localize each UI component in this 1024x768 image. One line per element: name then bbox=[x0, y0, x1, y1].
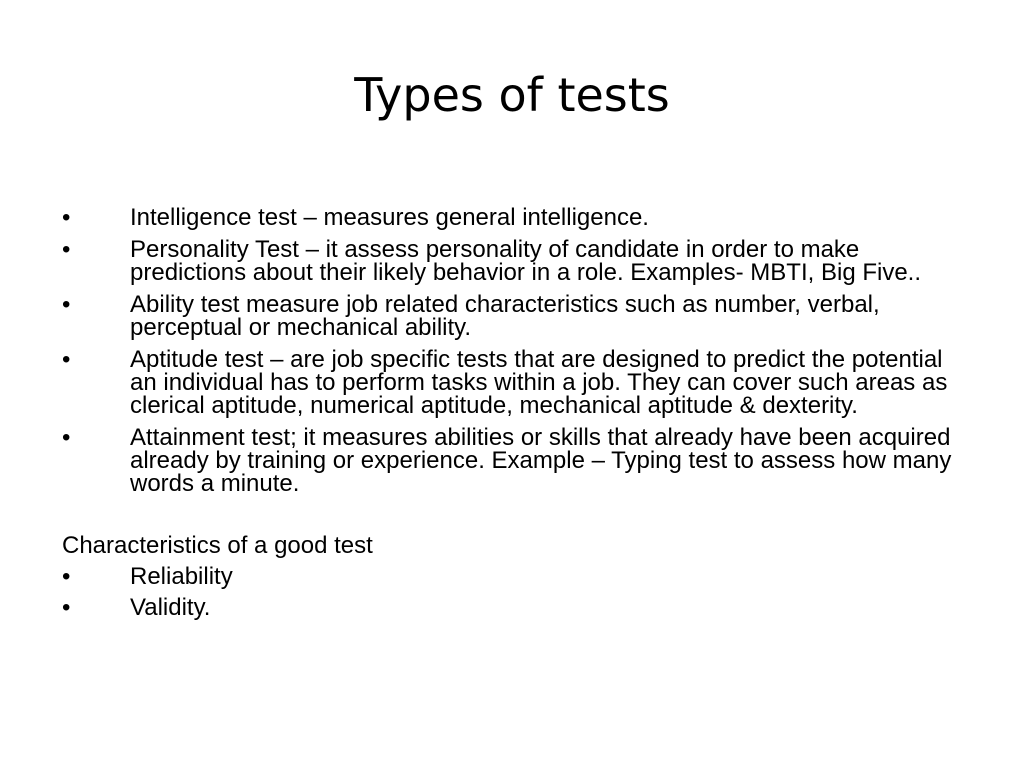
characteristics-list bbox=[62, 565, 962, 619]
bullet-icon: • bbox=[62, 236, 71, 263]
list-item-ability-test bbox=[62, 293, 962, 339]
bullet-icon: • bbox=[62, 204, 71, 231]
bullet-icon: • bbox=[62, 424, 71, 451]
list-item-intelligence-test bbox=[62, 206, 962, 229]
slide-body bbox=[62, 206, 962, 627]
bullet-icon: • bbox=[62, 346, 71, 373]
list-item-validity bbox=[62, 596, 962, 619]
list-item-text: Ability test measure job related characteristics such as number, verbal, perceptual or mechanical ability. bbox=[130, 291, 880, 341]
list-item-personality-test bbox=[62, 238, 962, 284]
list-item-attainment-test bbox=[62, 426, 962, 495]
list-item-text: Reliability bbox=[130, 563, 233, 590]
list-item-text: Aptitude test – are job specific tests that are designed to predict the potential an individual has to perform tasks within a job. They can cover such areas as clerical aptitude, numerical aptitude, mechanical aptitude & dexterity. bbox=[130, 346, 948, 419]
bullet-icon: • bbox=[62, 563, 71, 590]
list-item-aptitude-test bbox=[62, 348, 962, 417]
list-item-text: Personality Test – it assess personality of candidate in order to make predictions about their likely behavior in a role. Examples- MBTI, Big Five.. bbox=[130, 236, 922, 286]
list-item-text: Intelligence test – measures general intelligence. bbox=[130, 204, 649, 231]
characteristics-heading: Characteristics of a good test bbox=[62, 532, 373, 559]
list-item-reliability bbox=[62, 565, 962, 588]
slide-title: Types of tests bbox=[354, 68, 670, 122]
list-item-text: Attainment test; it measures abilities or skills that already have been acquired already by training or experience. Example – Typing test to assess how many words a minute. bbox=[130, 424, 952, 497]
bullet-icon: • bbox=[62, 594, 71, 621]
test-types-list bbox=[62, 206, 962, 495]
list-item-text: Validity. bbox=[130, 594, 211, 621]
bullet-icon: • bbox=[62, 291, 71, 318]
